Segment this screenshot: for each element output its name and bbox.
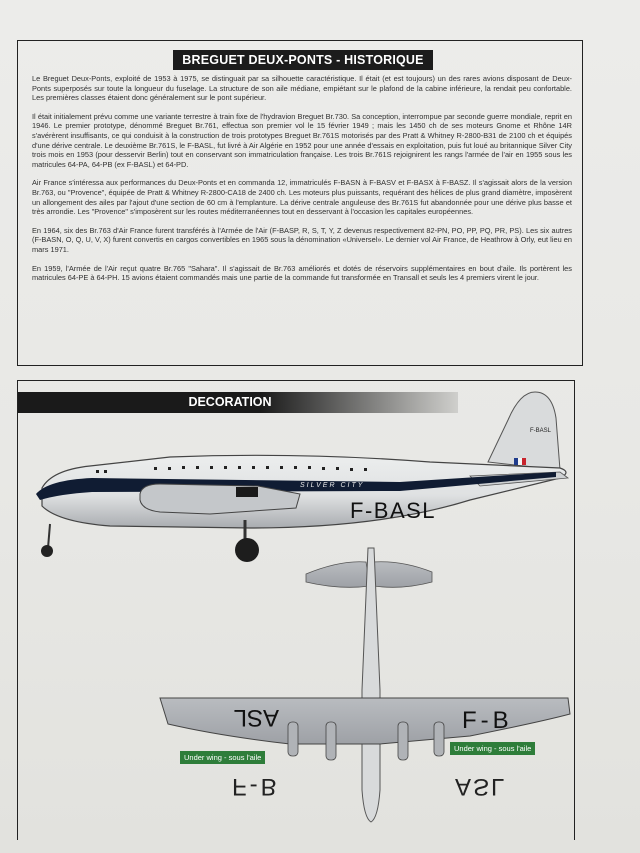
history-paragraph: En 1959, l'Armée de l'Air reçut quatre Br.765 "Sahara". Il s'agissait de Br.763 améliorés et dotés de réservoirs supplémentaires en bout d'aile. Ils portèrent les matricules 64-PE à 64-PH. 15 avions étaient commandés mais une partie de la commande fut transformée en Transall et seuls les 4 premiers virent le jour. — [32, 263, 572, 283]
history-paragraph: Air France s'intéressa aux performances du Deux-Ponts et en commanda 12, immatriculés F-BASN à F-BASV et F-BASX à F-BASZ. Il s'agissait alors de la version Br.763, ou "Provence", équipée de Pratt & Whitney R-2800-CA18 de 2400 ch. Les moteurs plus puissants, requérant des hélices de plus grand diamètre, imposèrent un allongement des ailes par l'ajout d'une section de 60 cm à l'emplanture. La dérive centrale anguleuse des Br.761S fut abandonnée pour une dérive plus basse et très arrondie. Les "Provence" s'imposèrent sur les routes méditerranéennes tout en desservant à l'occasion les capitales européennes. — [32, 178, 572, 217]
nose-gear-strut — [48, 524, 50, 548]
engine-insignia — [236, 487, 258, 497]
tailplane-planform-right — [372, 562, 432, 588]
french-flag-white — [518, 458, 522, 465]
fuselage-titles: SILVER CITY — [300, 482, 365, 489]
history-paragraph: En 1964, six des Br.763 d'Air France furent transférés à l'Armée de l'Air (F-BASP, R, S, T, Y, Z devenus respectivement 82-PN, PO, PP, PQ, PR, PS). Les six autres (F-BASN, O, Q, U, V, X) furent convertis en cargos convertibles en 1965 sous la dénomination «Universel». Le dernier vol Air France, de Heathrow à Orly, eut lieu en mars 1971. — [32, 225, 572, 254]
history-paragraph: Il était initialement prévu comme une variante terrestre à train fixe de l'hydravion Breguet Br.730. Sa conception, interrompue par seconde guerre mondiale, reprit en 1946. Le premier prototype, dénommé Breguet Br.761, effectua son premier vol le 15 février 1949 ; mais les 1450 ch de ses moteurs Gnome et Rhône 14R s'avérèrent insuffisants, ce qui conduisit à la construction de trois prototypes Breguet Br.761S motorisés par des Pratt & Whitney R-2800-B31 de 2100 ch et équipés d'une dérive centrale. Le deuxième Br.761S, le F-BASL, fut livré à Air Algérie en 1952 pour une année d'essais en exploitation, puis fut loué au britannique Silver City trois mois en 1953 (pour desservir Berlin) tout en conservant son immatriculation française. Les trois Br.761S rejoignirent les rangs l'armée de l'air en 1955 sous les matricules 64-PA, 64-PB (ex F-BASL) et 64-PD. — [32, 111, 572, 169]
under-wing-label-left: Under wing - sous l'aile — [180, 751, 265, 764]
history-title: BREGUET DEUX-PONTS - HISTORIQUE — [173, 50, 433, 70]
under-wing-label-right: Under wing - sous l'aile — [450, 742, 535, 755]
french-flag-red — [522, 458, 526, 465]
nose-gear-wheel — [41, 545, 53, 557]
main-gear-wheel — [235, 538, 259, 562]
fuselage-planform — [362, 548, 380, 822]
fin-registration: F-BASL — [530, 428, 552, 434]
side-registration: F-BASL — [350, 498, 437, 523]
underwing-left-registration: F-B — [462, 707, 513, 734]
history-paragraph: Le Breguet Deux-Ponts, exploité de 1953 à 1975, se distinguait par sa silhouette caractéristique. Il était (et est toujours) un des rares avions disposant de Deux-Ponts superposés sur toute la longueur du fuselage. La structure de son aile médiane, empiétant sur le plafond de la cabine inférieure, la rendait peu confortable. Les premières classes étaient donc généralement sur le pont supérieur. — [32, 74, 572, 103]
lower-right-registration: ASL — [455, 773, 507, 800]
tailplane-planform — [306, 562, 370, 588]
underwing-right-registration: ASL — [233, 704, 279, 731]
lower-left-registration: F-B — [232, 773, 280, 800]
french-flag-blue — [514, 458, 518, 465]
decoration-title: DECORATION — [188, 395, 272, 409]
